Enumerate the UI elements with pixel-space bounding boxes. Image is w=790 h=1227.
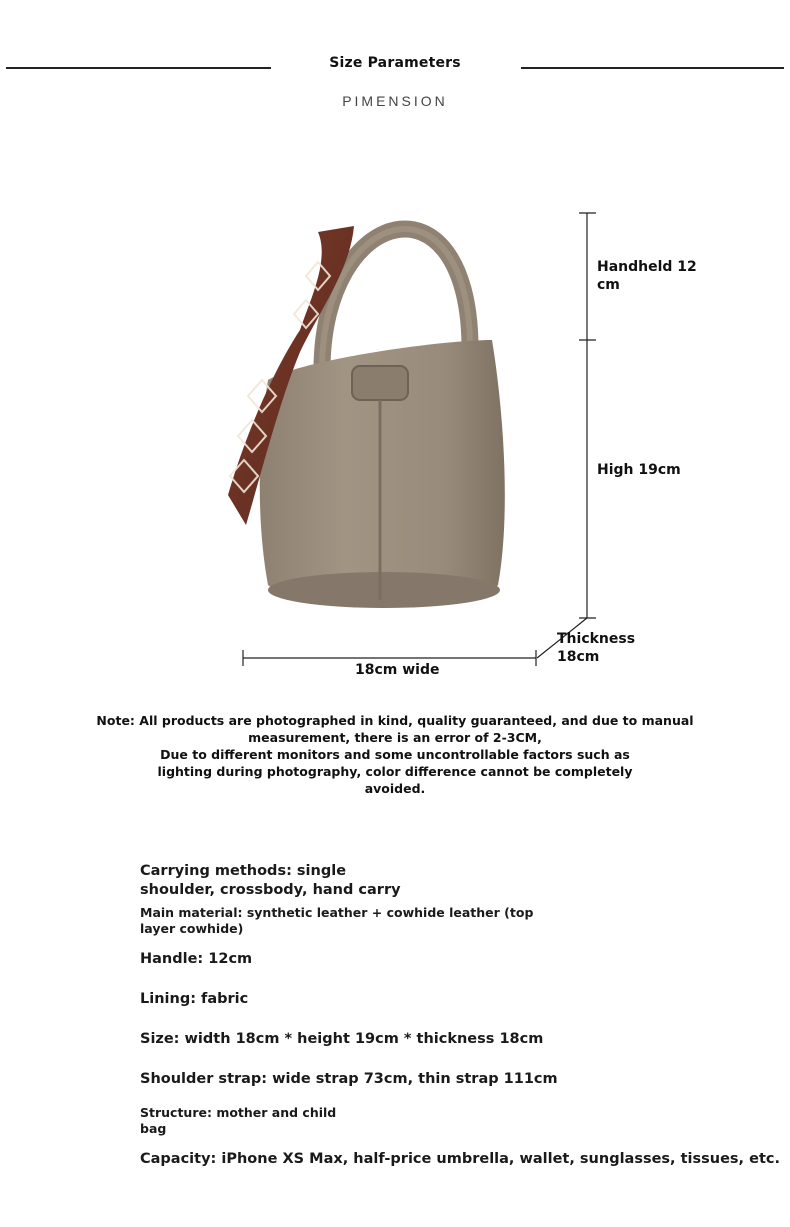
bag-tab <box>352 366 408 400</box>
note-line-2: Due to different monitors and some uncontrollable factors such as lighting during photography, color difference cannot be completely avoided. <box>157 747 633 796</box>
dimension-thickness: Thickness 18cm <box>557 631 636 665</box>
bag-base <box>268 572 500 608</box>
disclaimer-note <box>80 712 710 797</box>
spec-shoulder-strap: Shoulder strap: wide strap 73cm, thin strap 111cm <box>140 1071 558 1087</box>
spec-handle: Handle: 12cm <box>140 951 253 967</box>
spec-capacity: Capacity: iPhone XS Max, half-price umbrella, wallet, sunglasses, tissues, etc. <box>140 1151 780 1167</box>
dimension-handheld: Handheld 12 cm <box>597 259 697 293</box>
dimension-height: High 19cm <box>597 462 681 478</box>
note-line-1: Note: All products are photographed in kind, quality guaranteed, and due to manual measurement, there is an error of 2-3CM, <box>96 713 694 745</box>
spec-structure: Structure: mother and child bag <box>140 1105 337 1136</box>
page-title: Size Parameters <box>329 55 461 71</box>
spec-main-material: Main material: synthetic leather + cowhide leather (top layer cowhide) <box>140 905 534 936</box>
spec-lining: Lining: fabric <box>140 991 249 1007</box>
spec-carrying-methods: Carrying methods: single shoulder, crossbody, hand carry <box>140 863 401 898</box>
page-subtitle: PIMENSION <box>342 93 448 109</box>
spec-size: Size: width 18cm * height 19cm * thickness 18cm <box>140 1031 544 1047</box>
dimension-width: 18cm wide <box>355 662 440 678</box>
